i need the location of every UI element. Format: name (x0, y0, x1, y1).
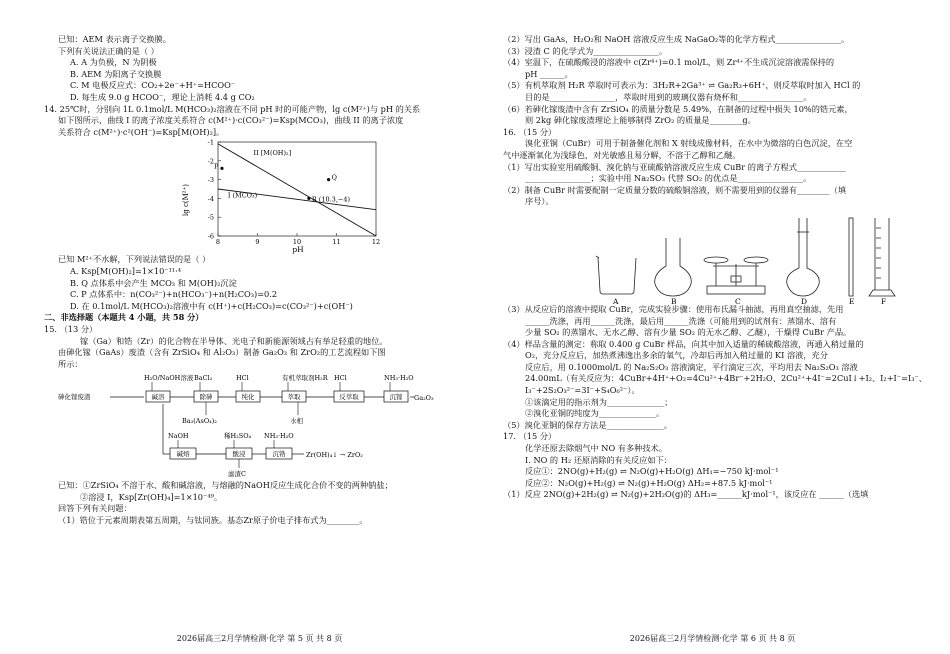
flow-input: 有机萃取剂H₂R (282, 374, 328, 383)
question-stem: 已知 M²⁺不水解，下列说法错误的是（ ） (58, 254, 211, 265)
page-6 (475, 0, 950, 654)
flow-input: NaOH (168, 432, 189, 441)
sub-question: （4）室温下，在硫酸酸浸的溶液中 c(Zr⁴⁺)=0.1 mol/L，则 Zr⁴⁺不生成沉淀溶液需保持的 (503, 57, 835, 68)
flow-step: 沉镓 (389, 393, 403, 402)
point-label: Q (331, 173, 337, 182)
process-flow-diagram (58, 370, 458, 480)
page-footer: 2026届高三2月学情检测·化学 第 6 页 共 8 页 (629, 634, 796, 643)
flow-step: 反萃取 (339, 393, 359, 402)
balance-icon (704, 257, 768, 294)
flow-input: H₂O/NaOH溶液 (144, 374, 194, 383)
text-line: 溴化亚铜（CuBr）可用于制备催化剂和 X 射线成像材料，在水中为微溶的白色沉淀，在空 (525, 138, 853, 149)
data-point (327, 178, 330, 181)
sub-question: （4）样品含量的测定：称取 0.400 g CuBr 样品，向其中加入适量的稀硫酸溶液，再通入稍过量的 (503, 338, 864, 349)
flow-step: 除砷 (199, 393, 213, 402)
sub-question: （5）有机萃取剂 H₂R 萃取时可表示为：3H₂R+2Ga³⁺ ⇌ Ga₂R₃+6H⁺，则反萃取时加入 HCl 的 (503, 80, 861, 91)
flow-byproduct-ba: Ba₃(AsO₄)₂ (182, 417, 217, 426)
apparatus-label: C (735, 296, 741, 306)
y-axis-label: lg c(M²⁺) (182, 184, 190, 217)
reaction-1: 反应①：2NO(g)+H₂(g) ⇌ N₂O(g)+H₂O(g) ΔH₁=−750 kJ·mol⁻¹ (525, 466, 779, 477)
beaker-icon (596, 256, 636, 294)
question-stem: 下列有关说法正确的是（ ） (58, 45, 159, 56)
question-16: 16. （15 分） (503, 126, 557, 137)
y-tick-label: -3 (207, 176, 214, 185)
option-d: D. 每生成 9.0 g HCOO⁻，理论上消耗 4.4 g CO₂ (70, 91, 255, 102)
option-a: A. Ksp[M(OH)₂]=1×10⁻¹¹·⁴ (70, 265, 182, 276)
sub-question: （3）从反应后的溶液中提取 CuBr，完成实验步骤：使用布氏漏斗抽滤，再用真空抽滤，先用 (503, 303, 844, 314)
volumetric-flask-icon (787, 218, 820, 296)
text-line: O₂，充分反应后，加热煮沸逸出多余的氧气，冷却后再加入稍过量的 KI 溶液，充分 (525, 350, 828, 361)
text-line: 24.00mL（有关反应为：4CuBr+4H⁺+O₂=4Cu²⁺+4Br⁻+2H₂O、2Cu²⁺+4I⁻=2CuI↓+I₂、I₂+I⁻=I₃⁻、 (525, 373, 927, 384)
reaction-2: 反应②：N₂O(g)+H₂(g) ⇌ N₂(g)+H₂O(g) ΔH₂=+87.5 kJ·mol⁻¹ (525, 477, 773, 488)
series-label: II [M(OH)₂] (253, 149, 292, 158)
text-line: 如下图所示，曲线 I 的离子浓度关系符合 c(M²⁺)·c(CO₃²⁻)=Ksp(MCO₃)，曲线 II 的离子浓度 (58, 115, 404, 126)
option-c: C. M 电极反应式：CO₂+2e⁻+H⁺=HCOO⁻ (70, 80, 236, 91)
x-tick-label: 12 (371, 238, 381, 247)
flow-step: 萃取 (287, 393, 301, 402)
x-axis-label: pH (292, 245, 304, 255)
text-line: I₃⁻+2S₂O₃²⁻=3I⁻+S₄O₆²⁻）。 (525, 385, 640, 396)
sub-question: （2）写出 GaAs，H₂O₂和 NaOH 溶液反应生成 NaGaO₂等的化学方程式________________。 (503, 34, 850, 44)
data-point (307, 197, 310, 200)
y-tick-label: -6 (207, 232, 214, 241)
flow-input: 稀H₂SO₄ (224, 432, 252, 441)
y-tick-label: -1 (207, 138, 214, 147)
x-tick-label: 8 (215, 238, 221, 247)
apparatus-figure (503, 208, 908, 304)
page-footer: 2026届高三2月学情检测·化学 第 5 页 共 8 页 (176, 634, 343, 643)
option-d: D. 在 0.1mol/L M(HCO₃)₂溶液中有 c(H⁺)+c(H₂CO₃)=c(CO₃²⁻)+c(OH⁻) (70, 300, 353, 311)
option-a: A. A 为负极，N 为阴极 (70, 57, 157, 68)
text-line: 已知：AEM 表示离子交换膜。 (58, 34, 171, 44)
text-line: ________________；实验中用 Na₂SO₃ 代替 SO₂ 的优点是________________。 (525, 173, 812, 184)
note-line: 已知：①ZrSiO₄ 不溶于水、酸和碱溶液，与熔融的NaOH反应生成化合价不变的两种钠盐； (58, 480, 393, 491)
text-line: 回答下列有关问题： (58, 503, 132, 514)
flow-output: Ga₂O₃ (414, 394, 434, 403)
flow-step: 纯化 (241, 393, 255, 402)
sub-question: （5）溴化亚铜的保存方法是______________。 (503, 419, 672, 430)
point-label: P (213, 162, 219, 171)
text-line: 由砷化镓（GaAs）废渣（含有 ZrSiO₄ 和 Al₂O₃）制备 Ga₂O₃ 和 ZrO₂的工艺流程如下图 (58, 347, 386, 358)
y-tick-label: -5 (207, 214, 214, 223)
text-line: 化学还原去除烟气中 NO 有多种技术。 (525, 443, 667, 454)
apparatus-label: F (881, 296, 887, 306)
flow-step: 沉锆 (272, 450, 286, 459)
apparatus-label: A (613, 296, 619, 306)
sub-question: （6）若砷化镓废渣中含有 ZrSiO₄ 的质量分数是 5.49%，在制备的过程中损失 10%的锆元素， (503, 103, 853, 114)
flow-input: HCl (236, 374, 249, 383)
y-tick-label: -2 (207, 157, 214, 166)
text-line: 关系符合 c(M²⁺)·c²(OH⁻)=Ksp[M(OH)₂]。 (58, 126, 225, 137)
text-line: 镓（Ga）和锆（Zr）的化合物在半导体、光电子和新能源领域占有举足轻重的地位。 (80, 335, 388, 346)
series-label: I (MCO₃) (227, 191, 258, 200)
flow-input: NH₃·H₂O (264, 432, 294, 441)
text-line: 目的是________________，萃取时用到的玻璃仪器有烧杯和________________。 (525, 91, 812, 102)
text-line: I. NO 的 H₂ 还原消除的有关反应如下： (525, 454, 672, 465)
note-line: ②溶浸 I，Ksp[Zr(OH)₄]=1×10⁻⁴⁹。 (80, 491, 223, 502)
data-point (220, 167, 223, 170)
flow-input: BaCl₂ (194, 374, 213, 383)
apparatus-label: D (801, 296, 808, 306)
text-line: 反应后，用 0.1000mol/L 的 Na₂S₂O₃ 溶液滴定，平行滴定三次，平均用去 Na₂S₂O₃ 溶液 (525, 361, 858, 372)
text-line: pH ______。 (525, 68, 573, 79)
text-line: 气中逐渐氧化为浅绿色，对光敏感且易分解，不溶于乙醇和乙醚。 (503, 149, 741, 160)
flow-input: HCl (334, 374, 347, 383)
flow-step: 酸浸 (232, 450, 246, 459)
x-tick-label: 9 (255, 238, 260, 247)
flow-step: 碱溶 (151, 393, 165, 402)
text-line: 序号）。 (525, 196, 554, 207)
section-heading: 二、非选择题（本题共 4 小题，共 58 分） (44, 312, 204, 323)
flow-start: 砷化镓废渣 (58, 393, 91, 402)
y-tick-label: -4 (207, 195, 214, 204)
option-b: B. AEM 为阳离子交换膜 (70, 68, 162, 79)
question-14: 14. 25℃时，分别向 1L 0.1mol/L M(HCO₃)₂溶液在不同 pH 时的可能产物，lg c(M²⁺)与 pH 的关系 (44, 103, 421, 114)
sub-question: （3）浸渣 C 的化学式为________________。 (503, 45, 668, 56)
text-line: 少量 SO₂ 的蒸馏水、无水乙醇、溶有少量 SO₂ 的无水乙醇、乙醚），干燥得 CuBr 产品。 (525, 327, 852, 338)
graduated-cylinder-icon (869, 218, 895, 296)
flow-input: NH₃·H₂O (384, 374, 414, 383)
lgc-ph-chart (178, 138, 381, 255)
point-label: R (10.3,−4) (311, 195, 351, 204)
flow-step: 碱熔 (176, 450, 190, 459)
sub-question: （1）写出实验室用硫酸铜、溴化钠与亚硫酸钠溶液反应生成 CuBr 的离子方程式____________ (503, 161, 847, 172)
flow-byproduct-aq: 水相 (290, 417, 303, 426)
text-line: ②溴化亚铜的纯度为______________。 (525, 408, 665, 419)
apparatus-label: B (671, 296, 677, 306)
flask-icon (655, 238, 692, 296)
text-line: ①该滴定用的指示剂为______________； (525, 396, 673, 407)
x-tick-label: 11 (332, 238, 341, 247)
glass-rod-icon (849, 218, 853, 296)
x-tick-label: 10 (292, 238, 302, 247)
apparatus-label: E (849, 296, 855, 306)
sub-question: （1）反应 2NO(g)+2H₂(g) ⇌ N₂(g)+2H₂O(g)的 ΔH₃=______kJ·mol⁻¹，该反应在 ______（选填 (503, 489, 869, 500)
option-c: C. P 点体系中：n(CO₃²⁻)+n(HCO₃⁻)+n(H₂CO₃)=0.2 (70, 289, 278, 300)
flow-residue-c: 滤渣C (228, 470, 246, 479)
text-line: ______洗涤，再用______洗涤，最后用______洗涤（可能用到的试剂有：蒸馏水、溶有 (525, 315, 837, 326)
sub-question: （2）制备 CuBr 时需要配制一定质量分数的硫酸铜溶液，则不需要用到的仪器有________（填 (503, 184, 847, 195)
flow-zr-output: Zr(OH)₄↓ → ZrO₂ (306, 451, 363, 460)
series-line (218, 144, 376, 236)
text-line: 则 2kg 砷化镓废渣理论上能够制得 ZrO₂ 的质量是________g。 (525, 115, 756, 126)
option-b: B. Q 点体系中会产生 MCO₃ 和 M(OH)₂沉淀 (70, 277, 237, 288)
sub-question: （1）锆位于元素周期表第五周期，与钛同族。基态Zr原子价电子排布式为________。 (58, 515, 368, 526)
text-line: 所示： (58, 358, 83, 369)
question-15: 15. （13 分） (44, 323, 98, 334)
question-17: 17. （15 分） (503, 431, 557, 442)
